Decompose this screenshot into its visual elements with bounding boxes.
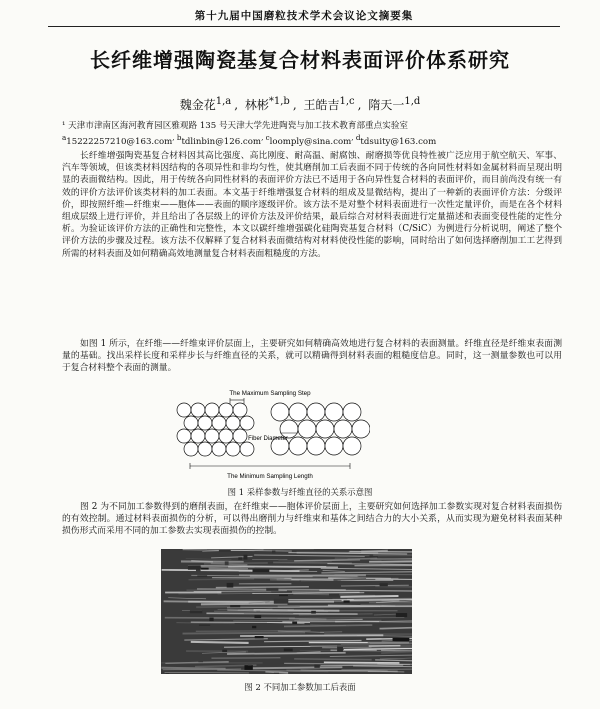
surface-pit	[393, 638, 410, 641]
fiber-circle	[334, 420, 352, 438]
grinding-streak	[294, 659, 372, 660]
fiber-circle	[233, 403, 247, 417]
email-link[interactable]: loomply@sina.com	[269, 136, 352, 147]
email-marker: , d	[351, 133, 361, 142]
grinding-streak	[227, 610, 256, 611]
email-marker: a	[62, 133, 67, 142]
surface-pit	[243, 555, 247, 560]
fiber-circle	[219, 403, 233, 417]
author-name: 王皓吉	[303, 98, 340, 112]
grinding-streak	[240, 635, 383, 636]
author-list: 魏金花$^{1,a}$ , 林彬$^{*1,b}$ , 王皓吉$^{1,c}$ , 隋天一$^{1,d}$	[179, 96, 421, 112]
fiber-circle	[343, 437, 361, 455]
surface-pit	[230, 605, 240, 607]
figure-1-caption: 图 1 采样参数与纤维直径的关系示意图	[227, 487, 373, 497]
fiber-circle	[205, 429, 219, 443]
surface-pit	[274, 599, 288, 604]
surface-pit	[198, 659, 203, 662]
grinding-streak	[324, 662, 400, 663]
surface-pit	[219, 550, 231, 552]
email-link[interactable]: tdsuity@163.com	[360, 136, 437, 147]
email-link[interactable]: 15222257210@163.com	[66, 136, 173, 147]
surface-pit	[225, 561, 229, 565]
grinding-streak	[252, 667, 342, 668]
surface-pit	[274, 673, 279, 674]
grinding-streak	[164, 601, 266, 602]
fiber-circle	[191, 403, 205, 417]
fiber-circle	[198, 416, 212, 430]
fiber-circle	[233, 429, 247, 443]
email-link[interactable]: tdlinbin@126.com	[181, 136, 262, 147]
author-name: 隋天一	[368, 98, 405, 112]
figure-2-caption: 图 2 不同加工参数加工后表面	[244, 682, 356, 692]
fiber-circle	[343, 403, 361, 421]
surface-pit	[365, 556, 378, 557]
surface-pit	[209, 618, 213, 622]
fiber-circle	[177, 403, 191, 417]
grinding-streak	[228, 567, 338, 568]
fiber-circle	[184, 442, 198, 456]
grinding-streak	[189, 579, 255, 580]
surface-pit	[311, 611, 316, 614]
surface-pit	[279, 595, 288, 596]
fiber-circle	[205, 403, 219, 417]
grinding-streak	[165, 618, 295, 619]
fiber-circle	[226, 442, 240, 456]
fiber-circle	[307, 437, 325, 455]
grinding-streak	[239, 575, 358, 576]
author-name: 林彬	[244, 98, 269, 112]
fiber-circle	[177, 429, 191, 443]
surface-pit	[337, 647, 343, 652]
author-sup: 1,c	[339, 96, 355, 107]
grinding-streak	[375, 586, 412, 587]
surface-pit	[238, 557, 242, 559]
grinding-streak	[319, 590, 412, 591]
figure-1-label-mid: Fiber Diameter	[248, 436, 288, 442]
surface-pit	[314, 664, 319, 667]
grinding-streak	[270, 579, 291, 580]
email-marker: , c	[261, 133, 270, 142]
surface-pit	[190, 610, 202, 613]
surface-pit	[252, 626, 256, 628]
grinding-streak	[273, 562, 352, 563]
affiliation	[62, 120, 560, 148]
surface-pit	[396, 613, 407, 617]
figure-1-label-bottom: The Minimum Sampling Length	[227, 473, 313, 480]
author-name: 魏金花	[179, 98, 216, 112]
paper-title: 长纤维增强陶瓷基复合材料表面评价体系研究	[90, 48, 510, 72]
fiber-circle	[289, 403, 307, 421]
abstract-paragraph: 长纤维增强陶瓷基复合材料因其高比强度、高比刚度、耐高温、耐腐蚀、耐磨损等优良特性被广泛应用于航空航天、军事、汽车等领域，但该类材料因结构的各项异性和非均匀性，使其磨削加工后表面不同于传统的各向同性材料如金属材料而呈现出明显的表面微结构。因此，用于传统各向同性材料的表面评价方法已不适用于各向异性复合材料的表面评价，而目前尚没有统一有效的评价方法评价该类材料的加工表面。本文基于纤维增强复合材料的组成及显微结构，提出了一种新的表面评价方法：分级评价，即按照纤维—纤维束——胞体——表面的顺序逐级评价。该方法不是对整个材料表面进行一次性定量评价，而是在各个材料组成层级上进行评价，并且给出了各层级上的评价方法及评价结果，最后综合对材料表面进行定量描述和表面变侵性能的定性分析。为验证该评价方法的正确性和完整性，本文以碳纤维增强碳化硅陶瓷基复合材料（C/SiC）为例进行分析说明，阐述了整个评价方法的步骤及过程。该方法不仅解释了复合材料表面微结构对材料使役性能的影响，同时给出了如何选择磨削加工工艺得到所需的材料表面及如何精确高效地测量复合材料表面粗糙度的方法。	[62, 151, 562, 259]
author-sup: 1,a	[215, 96, 232, 107]
surface-pit	[222, 650, 227, 652]
fiber-circle	[307, 403, 325, 421]
grinding-streak	[191, 642, 249, 643]
surface-pit	[377, 650, 381, 651]
surface-pit	[166, 673, 169, 674]
figure-1-label-top: The Maximum Sampling Step	[229, 390, 311, 397]
surface-pit	[197, 575, 207, 577]
surface-pit	[227, 583, 234, 588]
fiber-circle	[325, 403, 343, 421]
surface-pit	[188, 565, 201, 569]
body-paragraph-3: 图 2 为不同加工参数得到的磨削表面，在纤维束——胞体评价层面上，主要研究如何选择加工参数实现对复合材料表面损伤的有效控制。通过材料表面损伤的分析，可以得出磨削力与纤维束和基体之间结合力的大小关系，从而实现为避免材料表面某种损伤形式而采用不同的加工参数去实现表面损伤的控制。	[62, 502, 562, 537]
fiber-circle	[240, 416, 254, 430]
surface-pit	[201, 568, 209, 570]
figure-1-diagram	[170, 388, 370, 480]
fiber-circle	[298, 420, 316, 438]
grinding-streak	[350, 551, 412, 552]
grinding-streak	[227, 653, 346, 654]
grinding-streak	[341, 669, 412, 670]
surface-pit	[284, 648, 293, 651]
surface-pit	[292, 622, 297, 625]
surface-pit	[199, 625, 210, 626]
surface-pit	[344, 600, 350, 602]
surface-pit	[255, 636, 264, 638]
surface-pit	[329, 593, 339, 596]
surface-pit	[266, 588, 278, 591]
figure-2-surface-image	[161, 549, 412, 674]
fiber-circle	[240, 442, 254, 456]
grinding-streak	[331, 579, 366, 580]
grinding-streak	[191, 561, 213, 562]
affiliation-address: ¹ 天津市津南区海河教育园区雅观路 135 号天津大学先进陶瓷与加工技术教育部重点实验室	[62, 121, 409, 131]
fiber-circle	[226, 416, 240, 430]
fiber-circle	[325, 437, 343, 455]
author-sup: *1,b	[268, 96, 290, 107]
fiber-circle	[184, 416, 198, 430]
fiber-circle	[212, 416, 226, 430]
affiliation-emails	[62, 132, 560, 148]
fiber-circle	[191, 429, 205, 443]
grinding-streak	[340, 596, 398, 597]
grinding-streak	[254, 610, 340, 611]
grinding-streak	[321, 665, 404, 666]
surface-pit	[253, 569, 270, 572]
fiber-circle	[316, 420, 334, 438]
grinding-streak	[211, 658, 280, 659]
surface-pit	[272, 551, 275, 554]
running-head: 第十九届中国磨粒技术学术会议论文摘要集	[48, 8, 560, 27]
author-sup: 1,d	[404, 96, 421, 107]
grinding-streak	[183, 632, 306, 633]
fiber-circle	[219, 429, 233, 443]
fiber-circle	[352, 420, 370, 438]
surface-pit	[380, 583, 388, 586]
fiber-circle	[198, 442, 212, 456]
email-marker: , b	[172, 133, 182, 142]
fiber-circle	[271, 403, 289, 421]
grinding-streak	[342, 600, 412, 601]
surface-pit	[247, 598, 258, 600]
fiber-circle	[289, 437, 307, 455]
surface-pit	[254, 615, 261, 618]
surface-pit	[248, 665, 252, 666]
grinding-streak	[161, 668, 225, 669]
surface-pit	[196, 569, 201, 572]
body-paragraph-2: 如图 1 所示，在纤维——纤维束评价层面上，主要研究如何精确高效地进行复合材料的表面测量。纤维直径是纤维束表面测量的基础。找出采样长度和采样步长与纤维直径的关系，就可以精确得到材料表面的粗糙度信息。同时，这一测量参数也可以用于复合材料整个表面的测量。	[62, 339, 562, 374]
grinding-streak	[380, 628, 412, 629]
fiber-circle	[212, 442, 226, 456]
